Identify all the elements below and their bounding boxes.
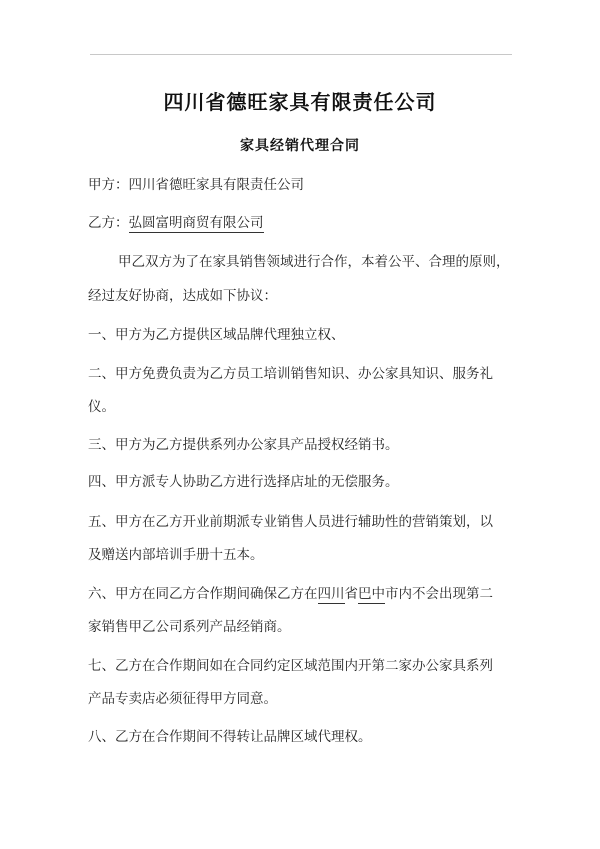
clause-2-line-2: 仪。: [88, 399, 115, 415]
clause-5-line-1: 五、甲方在乙方开业前期派专业销售人员进行辅助性的营销策划，以: [88, 514, 493, 530]
company-title: 四川省德旺家具有限责任公司: [163, 90, 437, 114]
clause-5-line-2: 及赠送内部培训手册十五本。: [88, 547, 264, 563]
party-b-label: 乙方：: [88, 215, 129, 231]
clause-6-text-c: 市内不会出现第二: [385, 586, 493, 602]
clause-4: 四、甲方派专人协助乙方进行选择店址的无偿服务。: [88, 474, 399, 490]
header-rule: [90, 54, 512, 55]
clause-7-line-1: 七、乙方在合作期间如在合同约定区域范围内开第二家办公家具系列: [88, 658, 493, 674]
clause-6-province: 四川: [317, 586, 345, 602]
clause-6-line-1: [88, 584, 493, 604]
clause-7-line-2: 产品专卖店必须征得甲方同意。: [88, 691, 277, 707]
preamble-line-2: 经过友好协商，达成如下协议：: [88, 288, 277, 304]
party-a-line: [88, 175, 304, 195]
clause-3: 三、甲方为乙方提供系列办公家具产品授权经销书。: [88, 437, 399, 453]
clause-2-line-1: 二、甲方免费负责为乙方员工培训销售知识、办公家具知识、服务礼: [88, 366, 493, 382]
party-a-name: 四川省德旺家具有限责任公司: [128, 177, 304, 193]
clause-6-city: 巴中: [358, 586, 385, 602]
party-b-line: [88, 213, 264, 233]
clause-6-line-2: 家销售甲乙公司系列产品经销商。: [88, 619, 291, 635]
clause-6-text-b: 省: [344, 586, 358, 602]
party-a-label: 甲方：: [88, 177, 129, 193]
clause-8: 八、乙方在合作期间不得转让品牌区域代理权。: [88, 729, 372, 745]
clause-1: 一、甲方为乙方提供区域品牌代理独立权、: [88, 327, 345, 343]
clause-6-text-a: 六、甲方在同乙方合作期间确保乙方在: [88, 586, 318, 602]
party-b-name: 弘圆富明商贸有限公司: [128, 215, 264, 231]
contract-title: 家具经销代理合同: [240, 138, 360, 154]
preamble-line-1: 甲乙双方为了在家具销售领域进行合作，本着公平、合理的原则，: [118, 254, 510, 270]
